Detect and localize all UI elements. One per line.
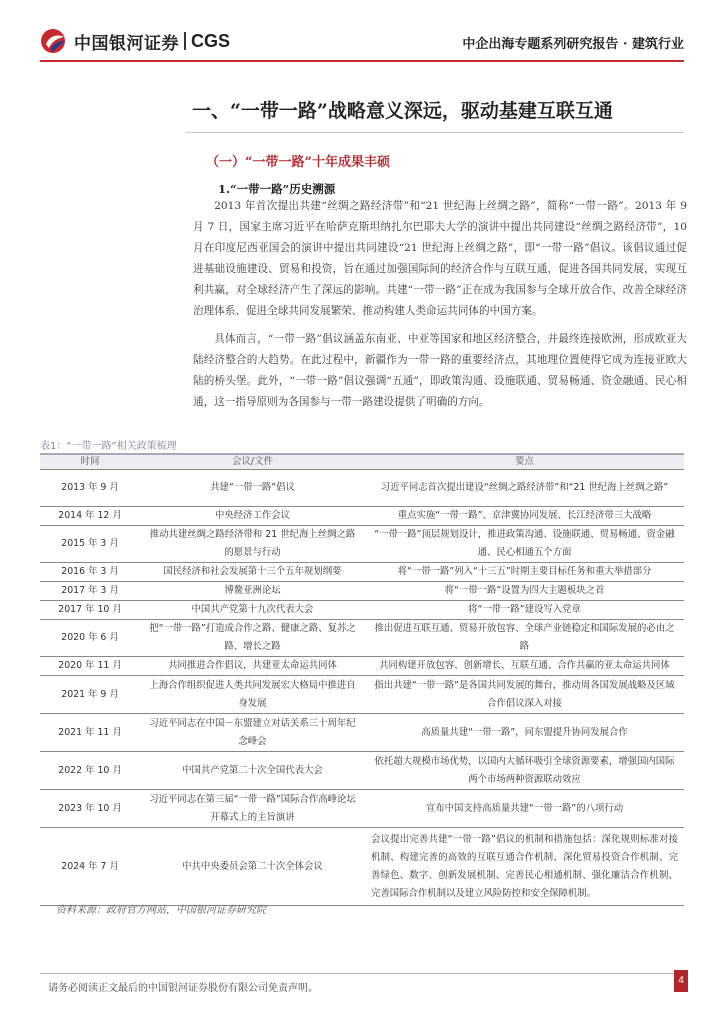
cell-time: 2014 年 12 月 [40, 507, 140, 526]
report-title: 中企出海专题系列研究报告 · 建筑行业 [462, 37, 684, 52]
body-paragraph: 2013 年首次提出共建“丝绸之路经济带”和“21 世纪海上丝绸之路”，简称“一带一路”。2013 年 9 月 7 日，国家主席习近平在哈萨克斯坦纳扎尔巴耶夫大学的演讲中提出共同建设“丝绸之路经济带”，10 月在印度尼西亚国会的演讲中提出共同建设“21 世纪海上丝绸之路”，即“一带一路”倡议。该倡议通过促进基础设施建设、贸易和投资，旨在通过加强国际间的经济合作与互联互通，促进各国共同发展，实现互利共赢，对全球经济产生了深远的影响。共建“一带一路”正在成为我国参与全球开放合作、改善全球经济治理体系、促进全球共同发展繁荣、推动构建人类命运共同体的中国方案。 [193, 200, 687, 317]
cell-point: 将“一带一路”列入“十三五”时期主要目标任务和重大举措部分 [365, 563, 684, 582]
page-number: 4 [674, 970, 688, 992]
cell-time: 2017 年 10 月 [40, 601, 140, 620]
cell-time: 2020 年 6 月 [40, 620, 140, 657]
cell-point: 将“一带一路”设置为四大主题板块之首 [365, 582, 684, 601]
logo-english-name: CGS [191, 30, 231, 51]
table-row [40, 526, 684, 563]
cell-time: 2021 年 11 月 [40, 714, 140, 752]
cell-meeting: 共建“一带一路”倡议 [140, 470, 365, 507]
table-row [40, 563, 684, 582]
header-point: 要点 [365, 455, 684, 470]
cell-time: 2023 年 10 月 [40, 790, 140, 828]
cell-meeting: 中央经济工作会议 [140, 507, 365, 526]
subsubsection-title: 1.“一带一路”历史溯源 [218, 182, 336, 196]
policy-table [40, 455, 684, 906]
cell-meeting: 博鳌亚洲论坛 [140, 582, 365, 601]
section-title-divider [186, 132, 684, 133]
table-row [40, 752, 684, 790]
cell-meeting: 上海合作组织促进人类共同发展宏大格局中推进自身发展 [140, 676, 365, 714]
cell-time: 2024 年 7 月 [40, 828, 140, 906]
table-row [40, 620, 684, 657]
cell-point: 依托超大规模市场优势，以国内大循环吸引全球资源要素，增强国内国际两个市场两种资源联动效应 [365, 752, 684, 790]
section-title: 一、“一带一路”战略意义深远，驱动基建互联互通 [192, 100, 613, 122]
cell-meeting: 国民经济和社会发展第十三个五年规划纲要 [140, 563, 365, 582]
cell-meeting: 习近平同志在第三届“一带一路”国际合作高峰论坛开幕式上的主旨演讲 [140, 790, 365, 828]
subsection-title: （一）“一带一路”十年成果丰硕 [206, 155, 390, 170]
header-divider [40, 60, 684, 62]
cell-time: 2021 年 9 月 [40, 676, 140, 714]
cell-point: 会议提出完善共建“一带一路”倡议的机制和措施包括：深化规则标准对接机制、构建完善的高效的互联互通合作机制、深化贸易投资合作机制、完善绿色、数字、创新发展机制、完善民心相通机制、强化廉洁合作机制、完善国际合作机制以及建立风险防控和安全保障机制。 [365, 828, 684, 906]
cgs-logo-icon [40, 28, 68, 54]
cell-point: 重点实施“一带一路”、京津冀协同发展、长江经济带三大战略 [365, 507, 684, 526]
cell-point: 宣布中国支持高质量共建“一带一路”的八项行动 [365, 790, 684, 828]
table-caption: 表1：“一带一路”相关政策梳理 [40, 441, 177, 452]
cell-point: 将“一带一路”建设写入党章 [365, 601, 684, 620]
table-row [40, 714, 684, 752]
table-row [40, 676, 684, 714]
footer-divider [40, 973, 674, 974]
table-row [40, 828, 684, 906]
cell-point: 高质量共建“一带一路”，同东盟提升协同发展合作 [365, 714, 684, 752]
footer-disclaimer: 请务必阅读正文最后的中国银河证券股份有限公司免责声明。 [48, 983, 318, 994]
logo-chinese-name: 中国银河证券 [74, 33, 179, 54]
cell-point: 习近平同志首次提出建设“丝绸之路经济带”和“21 世纪海上丝绸之路” [365, 470, 684, 507]
cell-point: 指出共建“一带一路”是各国共同发展的舞台，推动周各国发展战略及区域合作倡议深入对接 [365, 676, 684, 714]
header-time: 时间 [40, 455, 140, 470]
cell-meeting: 中共中央委员会第二十次全体会议 [140, 828, 365, 906]
cell-time: 2020 年 11 月 [40, 657, 140, 676]
header-meeting: 会议/文件 [140, 455, 365, 470]
cell-meeting: 中国共产党第二十次全国代表大会 [140, 752, 365, 790]
cell-time: 2013 年 9 月 [40, 470, 140, 507]
cell-meeting: 把“一带一路”打造成合作之路、健康之路、复苏之路、增长之路 [140, 620, 365, 657]
cell-meeting: 推动共建丝绸之路经济带和 21 世纪海上丝绸之路的愿景与行动 [140, 526, 365, 563]
company-logo [40, 28, 230, 54]
cell-point: “一带一路”顶层规划设计，推进政策沟通、设施联通、贸易畅通、资金融通、民心相通五个方面 [365, 526, 684, 563]
table-source: 资料来源：政府官方网站，中国银河证券研究院 [56, 905, 266, 916]
cell-time: 2022 年 10 月 [40, 752, 140, 790]
table-header-row [40, 455, 684, 470]
table-row [40, 790, 684, 828]
table-row [40, 582, 684, 601]
cell-point: 推出促进互联互通、贸易开放包容、全球产业链稳定和国际发展的必由之路 [365, 620, 684, 657]
table-row [40, 657, 684, 676]
cell-point: 共同构建开放包容、创新增长、互联互通、合作共赢的亚太命运共同体 [365, 657, 684, 676]
cell-meeting: 习近平同志在中国－东盟建立对话关系三十周年纪念峰会 [140, 714, 365, 752]
table-row [40, 470, 684, 507]
body-paragraph: 具体而言，“一带一路”倡议涵盖东南亚、中亚等国家和地区经济整合，并最终连接欧洲，形成欧亚大陆经济整合的大趋势。在此过程中，新疆作为一带一路的重要经济点，其地理位置使得它成为连接亚欧大陆的桥头堡。此外，“一带一路”倡议强调“五通”，即政策沟通、设施联通、贸易畅通、资金融通、民心相通，这一指导原则为各国参与一带一路建设提供了明确的方向。 [193, 333, 687, 408]
cell-meeting: 共同推进合作倡议，共建亚太命运共同体 [140, 657, 365, 676]
cell-time: 2016 年 3 月 [40, 563, 140, 582]
cell-meeting: 中国共产党第十九次代表大会 [140, 601, 365, 620]
table-row [40, 507, 684, 526]
logo-divider [184, 32, 186, 50]
table-row [40, 601, 684, 620]
cell-time: 2015 年 3 月 [40, 526, 140, 563]
page-header [0, 0, 724, 80]
cell-time: 2017 年 3 月 [40, 582, 140, 601]
